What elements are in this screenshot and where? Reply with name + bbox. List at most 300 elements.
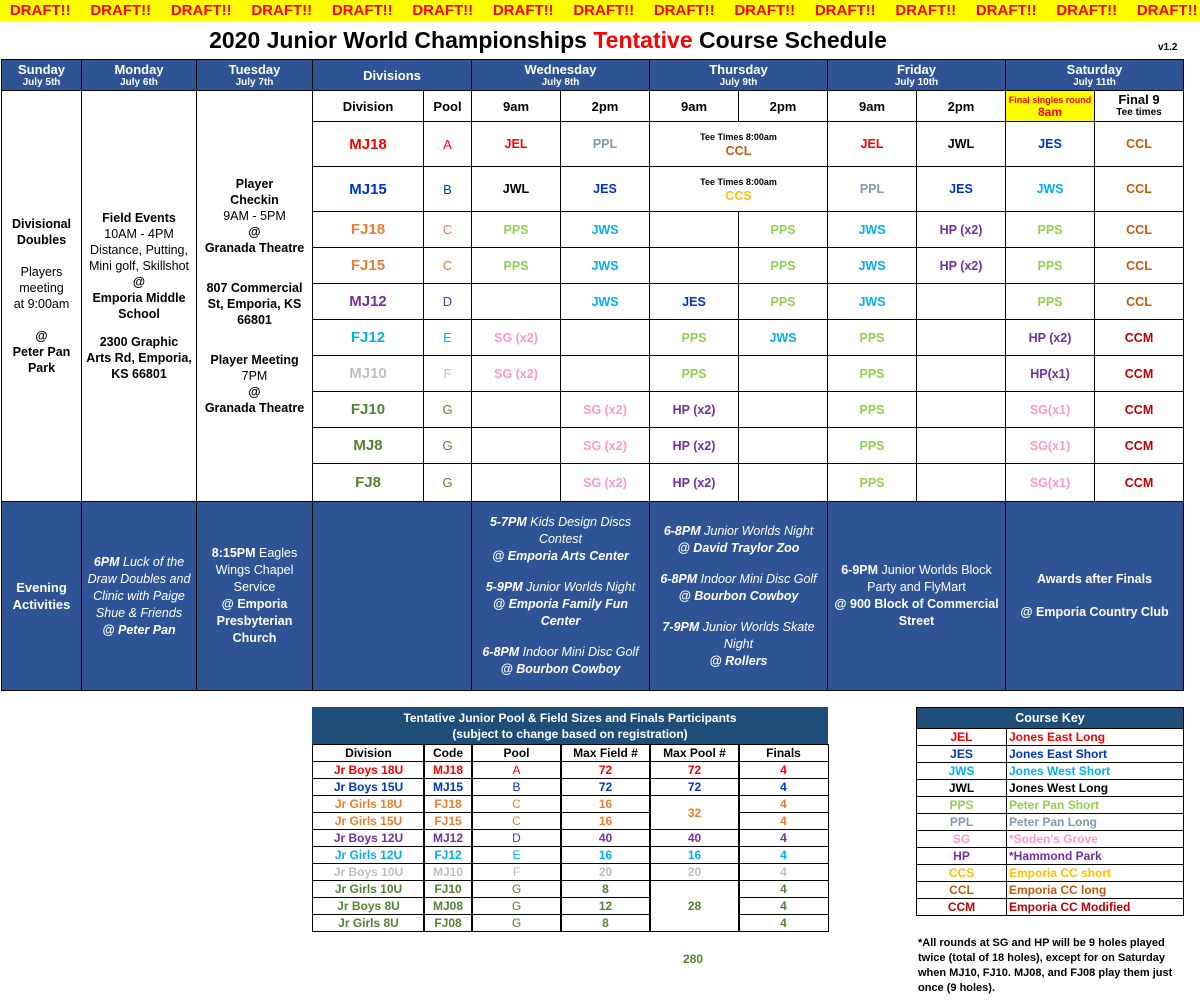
event-time: 6PM	[93, 554, 120, 569]
course-key-name: Peter Pan Short	[1006, 796, 1184, 814]
sunday-line: @	[35, 329, 48, 343]
pool-table-header: Max Field #	[560, 744, 651, 762]
slot-sat-final: PPS	[1005, 247, 1095, 284]
tee-time-note: Tee Times 8:00am	[700, 177, 777, 187]
slot-wed-2pm: SG (x2)	[560, 391, 650, 428]
sunday-column	[1, 90, 82, 502]
pool-table-cell: C	[471, 812, 562, 830]
event-desc: Luck of the Draw Doubles and Clinic with Paige Shue & Friends	[87, 554, 191, 620]
slot-thu-9am	[649, 211, 739, 248]
pool-table-header: Division	[312, 744, 425, 762]
monday-line: Arts Rd, Emporia,	[86, 351, 192, 365]
divisions-label: Divisions	[363, 67, 421, 83]
slot-fri-2pm	[916, 319, 1006, 356]
pool-table-cell: E	[471, 846, 562, 864]
slot-sat-final9: CCL	[1094, 283, 1184, 320]
day-name: Sunday	[18, 61, 65, 77]
final-singles-time: 8am	[1037, 105, 1063, 119]
pool-table-cell: 72	[560, 761, 651, 779]
slot-sat-final: HP (x2)	[1005, 319, 1095, 356]
slot-thu-2pm	[738, 427, 828, 464]
event-time: 5-7PM	[489, 515, 527, 529]
pool-table-cell: FJ08	[423, 914, 473, 932]
title-highlight: Tentative	[593, 27, 693, 53]
draft-label: DRAFT!!	[90, 2, 152, 19]
event-desc: Junior Worlds Night	[522, 580, 636, 594]
slot-thu-9am: HP (x2)	[649, 427, 739, 464]
slot-thu-9am: PPS	[649, 355, 739, 392]
title-text: 2020 Junior World Championships	[209, 27, 594, 53]
tuesday-line: Player Meeting	[210, 353, 299, 367]
pool-table-cell: 40	[560, 829, 651, 847]
day-name: Tuesday	[228, 61, 281, 77]
pool-letter: A	[423, 121, 472, 167]
pool-table-cell: F	[471, 863, 562, 881]
monday-column	[81, 90, 197, 502]
event-venue: @ 900 Block of Commercial Street	[834, 597, 999, 628]
slot-wed-9am	[471, 391, 561, 428]
day-name: Saturday	[1066, 61, 1123, 77]
day-date: July 6th	[120, 76, 158, 88]
header-saturday	[1005, 59, 1184, 91]
division-code: MJ8	[312, 427, 424, 464]
event-venue: @ Peter Pan	[102, 622, 176, 637]
course-key-code: CCS	[916, 864, 1007, 882]
slot-wed-2pm: SG (x2)	[560, 427, 650, 464]
pool-table-cell: FJ10	[423, 880, 473, 898]
pool-table-cell: D	[471, 829, 562, 847]
pool-table-cell: 20	[649, 863, 740, 881]
course-key-name: *Soden's Grove	[1006, 830, 1184, 848]
slot-fri-2pm	[916, 391, 1006, 428]
pool-table-cell: Jr Girls 15U	[312, 812, 425, 830]
pool-table-cell: 16	[649, 846, 740, 864]
course-key-name: Jones West Short	[1006, 762, 1184, 780]
slot-fri-9am: JWS	[827, 211, 917, 248]
pool-table-cell: FJ12	[423, 846, 473, 864]
monday-line: 2300 Graphic	[99, 335, 179, 349]
pool-table-cell: 4	[738, 897, 829, 915]
slot-wed-9am	[471, 463, 561, 502]
slot-wed-9am: PPS	[471, 247, 561, 284]
tee-time-course: CCS	[725, 189, 752, 203]
slot-fri-9am: PPS	[827, 319, 917, 356]
pool-table-cell: FJ15	[423, 812, 473, 830]
slot-wed-9am: SG (x2)	[471, 319, 561, 356]
evening-friday	[827, 501, 1006, 691]
event-venue: @ Bourbon Cowboy	[500, 662, 621, 676]
pool-table-cell: MJ12	[423, 829, 473, 847]
slot-sat-final9: CCM	[1094, 427, 1184, 464]
slot-fri-2pm	[916, 355, 1006, 392]
subheader-fri-2pm: 2pm	[916, 90, 1006, 122]
pool-table-cell: MJ15	[423, 778, 473, 796]
pool-table-cell: Jr Boys 10U	[312, 863, 425, 881]
event-desc: Eagles Wings Chapel Service	[215, 546, 298, 594]
course-key-name: Emporia CC long	[1006, 881, 1184, 899]
slot-sat-final9: CCL	[1094, 211, 1184, 248]
pool-merged-g: 28	[649, 880, 740, 932]
monday-line: Distance, Putting,	[90, 243, 188, 257]
sunday-line: Doubles	[16, 233, 67, 247]
pool-table-cell: 16	[560, 812, 651, 830]
pool-table-cell: Jr Girls 12U	[312, 846, 425, 864]
slot-sat-final: JWS	[1005, 166, 1095, 212]
event-venue: @ Emporia Country Club	[1020, 605, 1169, 619]
tuesday-column	[196, 90, 313, 502]
slot-fri-9am: PPS	[827, 355, 917, 392]
pool-table-cell: Jr Girls 10U	[312, 880, 425, 898]
final9-label: Final 9	[1118, 92, 1160, 107]
pool-table-cell: 72	[649, 761, 740, 779]
pool-letter: F	[423, 355, 472, 392]
slot-wed-2pm: JWS	[560, 283, 650, 320]
pool-table-cell: 4	[738, 914, 829, 932]
tuesday-line: Granada Theatre	[204, 401, 305, 415]
course-key-name: Emporia CC Modified	[1006, 898, 1184, 916]
slot-sat-final9: CCM	[1094, 355, 1184, 392]
course-key-code: PPL	[916, 813, 1007, 831]
day-date: July 8th	[541, 76, 580, 88]
event-time: 8:15PM	[211, 546, 256, 560]
draft-label: DRAFT!!	[1056, 2, 1118, 19]
event-desc: Indoor Mini Disc Golf	[697, 571, 817, 586]
pool-table-cell: 4	[738, 846, 829, 864]
pool-letter: G	[423, 427, 472, 464]
sunday-line: Peter Pan	[12, 345, 71, 359]
slot-sat-final9: CCM	[1094, 319, 1184, 356]
course-key-name: Jones West Long	[1006, 779, 1184, 797]
day-date: July 10th	[894, 76, 939, 88]
pool-table-cell: 16	[560, 846, 651, 864]
division-code: FJ15	[312, 247, 424, 284]
sunday-line: at 9:00am	[13, 297, 70, 311]
pool-table-cell: Jr Boys 8U	[312, 897, 425, 915]
slot-sat-final: JES	[1005, 121, 1095, 167]
event-desc: Junior Worlds Skate Night	[699, 619, 815, 651]
pool-table-cell: Jr Girls 18U	[312, 795, 425, 813]
slot-wed-2pm: JES	[560, 166, 650, 212]
course-key-code: JES	[916, 745, 1007, 763]
pool-table-cell: 4	[738, 863, 829, 881]
evening-wednesday	[471, 501, 650, 691]
tuesday-line: 66801	[237, 313, 272, 327]
evening-monday	[81, 501, 197, 691]
day-name: Monday	[114, 61, 164, 77]
slot-thu-2pm	[738, 391, 828, 428]
evening-divisions-blank	[312, 501, 472, 691]
tuesday-line: Player	[235, 177, 274, 191]
draft-label: DRAFT!!	[170, 2, 232, 19]
slot-wed-2pm: JWS	[560, 247, 650, 284]
sunday-line: Players	[20, 265, 63, 279]
monday-line: Emporia Middle	[92, 291, 186, 305]
evening-tuesday	[196, 501, 313, 691]
course-key-code: PPS	[916, 796, 1007, 814]
pool-table-cell: 8	[560, 880, 651, 898]
pool-table-cell: 4	[738, 812, 829, 830]
monday-line: @	[132, 275, 146, 289]
sunday-line: Park	[27, 361, 56, 375]
slot-sat-final: HP(x1)	[1005, 355, 1095, 392]
pool-table-cell: 4	[738, 829, 829, 847]
slot-wed-2pm: PPL	[560, 121, 650, 167]
tee-time-note: Tee Times 8:00am	[700, 132, 777, 142]
event-venue: @ Emporia Presbyterian Church	[216, 597, 293, 645]
day-name: Wednesday	[524, 61, 597, 77]
thursday-tee-time-cell	[649, 166, 828, 212]
pool-table-title	[312, 707, 828, 744]
slot-fri-2pm: JES	[916, 166, 1006, 212]
course-key-code: CCL	[916, 881, 1007, 899]
slot-thu-2pm: PPS	[738, 283, 828, 320]
pool-table-header: Finals	[738, 744, 829, 762]
slot-wed-9am	[471, 427, 561, 464]
slot-thu-2pm	[738, 463, 828, 502]
course-key-name: Peter Pan Long	[1006, 813, 1184, 831]
sunday-line: meeting	[19, 281, 64, 295]
slot-fri-9am: PPL	[827, 166, 917, 212]
division-code: FJ8	[312, 463, 424, 502]
slot-fri-2pm	[916, 427, 1006, 464]
pool-letter: D	[423, 283, 472, 320]
pool-letter: G	[423, 463, 472, 502]
day-date: July 7th	[235, 76, 274, 88]
slot-thu-9am: JES	[649, 283, 739, 320]
draft-label: DRAFT!!	[1136, 2, 1198, 19]
draft-label: DRAFT!!	[573, 2, 635, 19]
pool-merged-c: 32	[649, 795, 740, 830]
day-date: July 5th	[22, 76, 61, 88]
subheader-fri-9am: 9am	[827, 90, 917, 122]
slot-sat-final: SG(x1)	[1005, 427, 1095, 464]
pool-table-cell: Jr Boys 18U	[312, 761, 425, 779]
day-name: Thursday	[709, 61, 768, 77]
draft-label: DRAFT!!	[331, 2, 393, 19]
pool-table-cell: Jr Girls 8U	[312, 914, 425, 932]
pool-table-cell: 12	[560, 897, 651, 915]
slot-sat-final: PPS	[1005, 211, 1095, 248]
sunday-line: Divisional	[11, 217, 72, 231]
pool-table-cell: 72	[649, 778, 740, 796]
event-venue: @ Bourbon Cowboy	[678, 588, 799, 603]
pool-table-cell: 20	[560, 863, 651, 881]
slot-fri-9am: PPS	[827, 463, 917, 502]
draft-label: DRAFT!!	[814, 2, 876, 19]
title-text: Course Schedule	[692, 27, 887, 53]
slot-fri-2pm: JWL	[916, 121, 1006, 167]
tuesday-line: 9AM - 5PM	[223, 209, 286, 223]
subheader-thu-2pm: 2pm	[738, 90, 828, 122]
slot-fri-9am: PPS	[827, 427, 917, 464]
event-time: 6-8PM	[660, 571, 698, 586]
pool-table-cell: MJ08	[423, 897, 473, 915]
division-code: MJ15	[312, 166, 424, 212]
event-time: 5-9PM	[485, 580, 523, 594]
division-code: FJ10	[312, 391, 424, 428]
slot-thu-9am	[649, 247, 739, 284]
subheader-wed-2pm: 2pm	[560, 90, 650, 122]
pool-table-cell: 72	[560, 778, 651, 796]
tuesday-line: @	[248, 385, 261, 399]
slot-thu-2pm	[738, 355, 828, 392]
draft-label: DRAFT!!	[734, 2, 796, 19]
course-key-name: Emporia CC short	[1006, 864, 1184, 882]
slot-fri-9am: JEL	[827, 121, 917, 167]
header-monday	[81, 59, 197, 91]
slot-wed-2pm	[560, 319, 650, 356]
pool-table-cell: Jr Boys 12U	[312, 829, 425, 847]
slot-thu-9am: HP (x2)	[649, 463, 739, 502]
division-code: MJ10	[312, 355, 424, 392]
division-code: MJ18	[312, 121, 424, 167]
draft-label: DRAFT!!	[653, 2, 715, 19]
draft-banner	[0, 0, 1200, 21]
slot-thu-9am: HP (x2)	[649, 391, 739, 428]
slot-fri-2pm: HP (x2)	[916, 247, 1006, 284]
subheader-division: Division	[312, 90, 424, 122]
pool-table-cell: C	[471, 795, 562, 813]
division-code: FJ18	[312, 211, 424, 248]
event-time: 6-8PM	[663, 523, 701, 538]
pool-table-cell: G	[471, 880, 562, 898]
pool-letter: B	[423, 166, 472, 212]
evening-saturday	[1005, 501, 1184, 691]
pool-table-cell: MJ10	[423, 863, 473, 881]
pool-table-cell: Jr Boys 15U	[312, 778, 425, 796]
tuesday-line: St, Emporia, KS	[207, 297, 302, 311]
evening-thursday	[649, 501, 828, 691]
day-date: July 9th	[719, 76, 758, 88]
pool-table-title-line: (subject to change based on registration)	[452, 727, 688, 741]
course-key-code: SG	[916, 830, 1007, 848]
header-wednesday	[471, 59, 650, 91]
draft-label: DRAFT!!	[412, 2, 474, 19]
monday-line: School	[118, 307, 160, 321]
monday-line: KS 66801	[111, 367, 167, 381]
event-venue: @ Emporia Arts Center	[492, 549, 629, 563]
pool-table-cell: A	[471, 761, 562, 779]
monday-line: Mini golf, Skillshot	[88, 259, 190, 273]
slot-sat-final: PPS	[1005, 283, 1095, 320]
pool-table-cell: MJ18	[423, 761, 473, 779]
course-key-title: Course Key	[916, 707, 1184, 729]
slot-thu-2pm: JWS	[738, 319, 828, 356]
tuesday-line: 7PM	[241, 369, 268, 383]
draft-label: DRAFT!!	[895, 2, 957, 19]
tuesday-line: Checkin	[230, 193, 279, 207]
event-desc: Awards after Finals	[1036, 572, 1153, 586]
tuesday-line: @	[248, 225, 261, 239]
pool-table-cell: 40	[649, 829, 740, 847]
course-key-name: Jones East Short	[1006, 745, 1184, 763]
event-desc: Junior Worlds Block Party and FlyMart	[867, 563, 992, 594]
draft-label: DRAFT!!	[975, 2, 1037, 19]
pool-table-total: 280	[683, 952, 704, 966]
header-friday	[827, 59, 1006, 91]
slot-fri-9am: PPS	[827, 391, 917, 428]
course-key-code: JEL	[916, 728, 1007, 746]
slot-fri-9am: JWS	[827, 247, 917, 284]
tuesday-line: Granada Theatre	[204, 241, 305, 255]
pool-letter: C	[423, 247, 472, 284]
slot-fri-2pm	[916, 283, 1006, 320]
slot-fri-9am: JWS	[827, 283, 917, 320]
pool-table-title-line: Tentative Junior Pool & Field Sizes and Finals Participants	[403, 711, 737, 725]
day-name: Friday	[896, 61, 936, 77]
event-venue: @ Emporia Family Fun Center	[492, 597, 629, 628]
pool-table-cell: 4	[738, 795, 829, 813]
pool-table-cell: G	[471, 914, 562, 932]
day-date: July 11th	[1073, 76, 1116, 88]
pool-table-cell: 4	[738, 778, 829, 796]
slot-fri-2pm: HP (x2)	[916, 211, 1006, 248]
header-sunday	[1, 59, 82, 91]
subheader-final9	[1094, 90, 1184, 122]
slot-thu-2pm: PPS	[738, 211, 828, 248]
pool-table-cell: 4	[738, 761, 829, 779]
slot-wed-9am: JWL	[471, 166, 561, 212]
slot-fri-2pm	[916, 463, 1006, 502]
event-venue: @ David Traylor Zoo	[677, 540, 800, 555]
course-key-name: Jones East Long	[1006, 728, 1184, 746]
footnote: *All rounds at SG and HP will be 9 holes played twice (total of 18 holes), except for on Saturday when MJ10, FJ10. MJ08, and FJ08 play them just once (9 holes).	[918, 937, 1173, 994]
slot-sat-final9: CCM	[1094, 463, 1184, 502]
pool-table-cell: G	[471, 897, 562, 915]
pool-letter: E	[423, 319, 472, 356]
tuesday-line: 807 Commercial	[206, 281, 303, 295]
course-key-code: CCM	[916, 898, 1007, 916]
evening-label	[1, 501, 82, 691]
slot-wed-9am: JEL	[471, 121, 561, 167]
header-divisions	[312, 59, 472, 91]
division-code: FJ12	[312, 319, 424, 356]
slot-wed-9am	[471, 283, 561, 320]
slot-sat-final: SG(x1)	[1005, 463, 1095, 502]
tee-time-course: CCL	[725, 144, 752, 158]
course-key-code: JWS	[916, 762, 1007, 780]
monday-line: Field Events	[102, 211, 176, 225]
event-time: 6-9PM	[841, 563, 879, 577]
header-thursday	[649, 59, 828, 91]
slot-sat-final9: CCL	[1094, 247, 1184, 284]
event-desc: Kids Design Discs Contest	[526, 515, 632, 546]
course-key-name: *Hammond Park	[1006, 847, 1184, 865]
pool-table-cell: FJ18	[423, 795, 473, 813]
slot-wed-9am: SG (x2)	[471, 355, 561, 392]
event-venue: @ Rollers	[709, 653, 768, 668]
page-title	[0, 24, 1096, 56]
slot-wed-2pm	[560, 355, 650, 392]
final9-sub: Tee times	[1116, 107, 1162, 118]
draft-label: DRAFT!!	[9, 2, 71, 19]
evening-label-line: Evening	[16, 580, 67, 595]
event-desc: Indoor Mini Disc Golf	[519, 645, 639, 659]
slot-wed-2pm: JWS	[560, 211, 650, 248]
slot-sat-final9: CCL	[1094, 166, 1184, 212]
slot-wed-2pm: SG (x2)	[560, 463, 650, 502]
slot-thu-9am: PPS	[649, 319, 739, 356]
event-time: 6-8PM	[482, 645, 520, 659]
final-singles-label: Final singles round	[1008, 95, 1092, 105]
subheader-pool: Pool	[423, 90, 472, 122]
division-code: MJ12	[312, 283, 424, 320]
pool-table-header: Max Pool #	[649, 744, 740, 762]
draft-label: DRAFT!!	[492, 2, 554, 19]
pool-table-cell: 16	[560, 795, 651, 813]
slot-sat-final9: CCM	[1094, 391, 1184, 428]
subheader-thu-9am: 9am	[649, 90, 739, 122]
